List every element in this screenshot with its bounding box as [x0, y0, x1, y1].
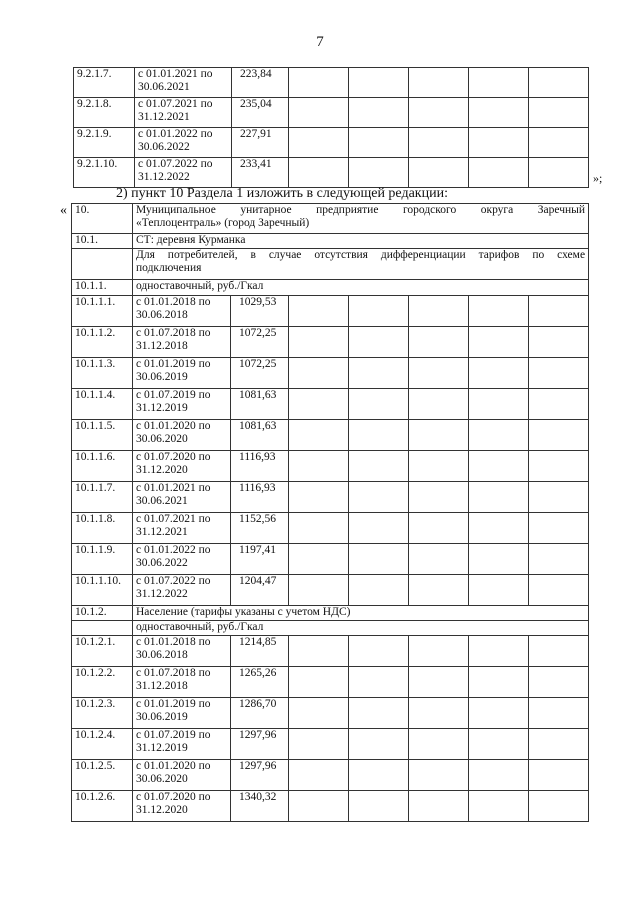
tariff-row: [72, 358, 589, 389]
tariff-value: 1072,25: [231, 358, 289, 389]
empty-cell: [349, 729, 409, 760]
period-start: с 01.01.2021 по: [138, 68, 213, 80]
org-name-line1: Муниципальное унитарное предприятие городского округа Заречный: [136, 204, 586, 216]
period-cell: [133, 729, 231, 760]
period-cell: [133, 636, 231, 667]
empty-cell: [529, 327, 589, 358]
period-start: с 01.01.2021 по: [136, 482, 211, 494]
tariff-value: 1214,85: [231, 636, 289, 667]
empty-cell: [469, 636, 529, 667]
period-cell: [133, 296, 231, 327]
period-cell: [135, 98, 232, 128]
row-number: 9.2.1.10.: [74, 158, 135, 188]
period-end: 31.12.2020: [136, 804, 188, 816]
section-title: Население (тарифы указаны с учетом НДС): [133, 606, 589, 621]
empty-cell: [469, 296, 529, 327]
opening-quote: «: [60, 203, 67, 218]
period-end: 31.12.2019: [136, 742, 188, 754]
tariff-value: 1265,26: [231, 667, 289, 698]
tariff-row: [74, 128, 589, 158]
empty-cell: [289, 98, 349, 128]
empty-cell: [469, 698, 529, 729]
org-name-line2: «Теплоцентраль» (город Заречный): [136, 217, 310, 229]
period-end: 30.06.2022: [138, 141, 190, 153]
empty-cell: [349, 544, 409, 575]
section-row: [72, 234, 589, 249]
empty-cell: [529, 698, 589, 729]
period-cell: [133, 667, 231, 698]
empty-cell: [469, 544, 529, 575]
tariff-value: 1340,32: [231, 791, 289, 822]
empty-cell: [349, 760, 409, 791]
tariff-row: [72, 327, 589, 358]
empty-cell: [409, 791, 469, 822]
period-start: с 01.07.2020 по: [136, 451, 211, 463]
empty-cell: [349, 636, 409, 667]
empty-cell: [469, 667, 529, 698]
empty-cell: [289, 389, 349, 420]
empty-cell: [469, 729, 529, 760]
empty-cell: [72, 621, 133, 636]
row-number: 9.2.1.9.: [74, 128, 135, 158]
empty-cell: [409, 420, 469, 451]
tariff-value: 1152,56: [231, 513, 289, 544]
row-number: 9.2.1.7.: [74, 68, 135, 98]
empty-cell: [469, 358, 529, 389]
empty-cell: [529, 544, 589, 575]
empty-cell: [469, 451, 529, 482]
empty-cell: [529, 482, 589, 513]
empty-cell: [529, 98, 589, 128]
tariff-row: [72, 575, 589, 606]
empty-cell: [529, 636, 589, 667]
tariff-row: [72, 482, 589, 513]
empty-cell: [469, 128, 529, 158]
empty-cell: [289, 482, 349, 513]
empty-cell: [529, 575, 589, 606]
period-cell: [135, 128, 232, 158]
empty-cell: [349, 98, 409, 128]
empty-cell: [349, 128, 409, 158]
empty-cell: [409, 327, 469, 358]
empty-cell: [72, 249, 133, 280]
empty-cell: [289, 296, 349, 327]
tariff-value: 1286,70: [231, 698, 289, 729]
period-start: с 01.07.2018 по: [136, 667, 211, 679]
period-end: 31.12.2021: [136, 526, 188, 538]
period-cell: [133, 544, 231, 575]
period-end: 30.06.2019: [136, 371, 188, 383]
empty-cell: [409, 128, 469, 158]
empty-cell: [409, 98, 469, 128]
tariff-row: [72, 636, 589, 667]
period-end: 30.06.2020: [136, 773, 188, 785]
empty-cell: [349, 389, 409, 420]
tariff-row: [72, 667, 589, 698]
period-cell: [135, 68, 232, 98]
empty-cell: [469, 98, 529, 128]
row-number: 10.1.1.1.: [72, 296, 133, 327]
row-number: 10.1.1.10.: [72, 575, 133, 606]
period-start: с 01.01.2019 по: [136, 698, 211, 710]
empty-cell: [469, 760, 529, 791]
period-cell: [133, 513, 231, 544]
empty-cell: [409, 389, 469, 420]
empty-cell: [469, 327, 529, 358]
empty-cell: [409, 698, 469, 729]
empty-cell: [469, 158, 529, 188]
period-cell: [133, 389, 231, 420]
empty-cell: [289, 760, 349, 791]
empty-cell: [289, 68, 349, 98]
period-start: с 01.07.2021 по: [136, 513, 211, 525]
empty-cell: [349, 327, 409, 358]
row-number: 10.1.1.6.: [72, 451, 133, 482]
tariff-value: 1116,93: [231, 451, 289, 482]
period-end: 31.12.2022: [136, 588, 188, 600]
period-cell: [133, 451, 231, 482]
empty-cell: [529, 667, 589, 698]
period-start: с 01.07.2019 по: [136, 729, 211, 741]
org-row: [72, 204, 589, 234]
empty-cell: [469, 389, 529, 420]
empty-cell: [349, 791, 409, 822]
period-start: с 01.01.2019 по: [136, 358, 211, 370]
period-start: с 01.07.2022 по: [138, 158, 213, 170]
empty-cell: [289, 636, 349, 667]
row-number: 10.1.1.8.: [72, 513, 133, 544]
tariff-value: 1204,47: [231, 575, 289, 606]
row-number: 10.1.2.6.: [72, 791, 133, 822]
consumers-row: [72, 249, 589, 280]
tariff-row: [72, 729, 589, 760]
empty-cell: [349, 513, 409, 544]
period-cell: [133, 760, 231, 791]
tariff-value: 1072,25: [231, 327, 289, 358]
tariff-value: 1297,96: [231, 760, 289, 791]
row-number: 10.1.1.3.: [72, 358, 133, 389]
section-title: СТ: деревня Курманка: [133, 234, 589, 249]
tariff-table-top: [73, 67, 589, 188]
page-number: 7: [316, 34, 324, 50]
row-number: 10.1.1.7.: [72, 482, 133, 513]
empty-cell: [289, 420, 349, 451]
tariff-row: [72, 451, 589, 482]
row-number: 10.1.1.2.: [72, 327, 133, 358]
empty-cell: [469, 482, 529, 513]
empty-cell: [409, 482, 469, 513]
section-row: [72, 606, 589, 621]
empty-cell: [409, 760, 469, 791]
empty-cell: [349, 451, 409, 482]
empty-cell: [409, 451, 469, 482]
period-cell: [133, 698, 231, 729]
period-start: с 01.01.2022 по: [138, 128, 213, 140]
period-end: 31.12.2020: [136, 464, 188, 476]
period-end: 30.06.2021: [136, 495, 188, 507]
tariff-row: [72, 513, 589, 544]
empty-cell: [469, 513, 529, 544]
period-start: с 01.07.2020 по: [136, 791, 211, 803]
tariff-row: [74, 158, 589, 188]
empty-cell: [529, 68, 589, 98]
period-end: 31.12.2022: [138, 171, 190, 183]
rate-row: [72, 621, 589, 636]
empty-cell: [289, 358, 349, 389]
tariff-value: 223,84: [232, 68, 289, 98]
empty-cell: [409, 68, 469, 98]
closing-quote: »;: [593, 171, 603, 185]
empty-cell: [529, 296, 589, 327]
empty-cell: [289, 575, 349, 606]
row-number: 10.1.2.5.: [72, 760, 133, 791]
period-start: с 01.01.2022 по: [136, 544, 211, 556]
empty-cell: [529, 451, 589, 482]
period-cell: [133, 420, 231, 451]
row-number: 10.1.1.4.: [72, 389, 133, 420]
empty-cell: [409, 158, 469, 188]
row-number: 10.1.: [72, 234, 133, 249]
period-start: с 01.07.2019 по: [136, 389, 211, 401]
period-end: 31.12.2018: [136, 680, 188, 692]
empty-cell: [409, 575, 469, 606]
tariff-value: 1081,63: [231, 420, 289, 451]
empty-cell: [349, 575, 409, 606]
row-number: 10.1.1.5.: [72, 420, 133, 451]
empty-cell: [409, 544, 469, 575]
empty-cell: [469, 791, 529, 822]
amendment-paragraph: 2) пункт 10 Раздела 1 изложить в следующей редакции:: [116, 186, 448, 201]
empty-cell: [529, 158, 589, 188]
period-start: с 01.01.2018 по: [136, 296, 211, 308]
empty-cell: [289, 128, 349, 158]
row-number: 10.1.2.2.: [72, 667, 133, 698]
empty-cell: [289, 327, 349, 358]
row-number: 10.1.2.4.: [72, 729, 133, 760]
tariff-row: [72, 389, 589, 420]
period-end: 30.06.2018: [136, 649, 188, 661]
period-end: 30.06.2018: [136, 309, 188, 321]
tariff-row: [72, 296, 589, 327]
period-cell: [133, 358, 231, 389]
empty-cell: [349, 667, 409, 698]
period-end: 30.06.2020: [136, 433, 188, 445]
empty-cell: [529, 760, 589, 791]
tariff-row: [72, 760, 589, 791]
period-cell: [133, 791, 231, 822]
period-start: с 01.01.2018 по: [136, 636, 211, 648]
empty-cell: [349, 158, 409, 188]
empty-cell: [349, 68, 409, 98]
rate-row: [72, 280, 589, 296]
tariff-value: 1116,93: [231, 482, 289, 513]
tariff-value: 235,04: [232, 98, 289, 128]
empty-cell: [349, 698, 409, 729]
tariff-row: [72, 698, 589, 729]
empty-cell: [289, 698, 349, 729]
org-name: [133, 204, 589, 234]
rate-label: одноставочный, руб./Гкал: [133, 280, 589, 296]
period-start: с 01.07.2018 по: [136, 327, 211, 339]
tariff-value: 1297,96: [231, 729, 289, 760]
empty-cell: [469, 420, 529, 451]
empty-cell: [469, 68, 529, 98]
empty-cell: [349, 482, 409, 513]
empty-cell: [409, 296, 469, 327]
empty-cell: [409, 729, 469, 760]
empty-cell: [349, 296, 409, 327]
tariff-value: 1197,41: [231, 544, 289, 575]
period-cell: [135, 158, 232, 188]
empty-cell: [409, 513, 469, 544]
tariff-value: 227,91: [232, 128, 289, 158]
tariff-table-main: [71, 203, 589, 822]
row-number: 10.1.1.9.: [72, 544, 133, 575]
empty-cell: [529, 358, 589, 389]
consumers-line1: Для потребителей, в случае отсутствия дифференциации тарифов по схеме: [136, 249, 586, 261]
empty-cell: [409, 667, 469, 698]
tariff-row: [72, 420, 589, 451]
empty-cell: [289, 513, 349, 544]
empty-cell: [289, 451, 349, 482]
row-number: 9.2.1.8.: [74, 98, 135, 128]
tariff-row: [74, 68, 589, 98]
rate-label: одноставочный, руб./Гкал: [133, 621, 589, 636]
row-number: 10.: [72, 204, 133, 234]
row-number: 10.1.2.3.: [72, 698, 133, 729]
empty-cell: [469, 575, 529, 606]
tariff-value: 1081,63: [231, 389, 289, 420]
empty-cell: [529, 420, 589, 451]
empty-cell: [409, 358, 469, 389]
empty-cell: [529, 729, 589, 760]
period-end: 31.12.2019: [136, 402, 188, 414]
consumers-line2: подключения: [136, 262, 202, 274]
empty-cell: [529, 128, 589, 158]
empty-cell: [529, 389, 589, 420]
empty-cell: [409, 636, 469, 667]
empty-cell: [529, 791, 589, 822]
period-start: с 01.07.2022 по: [136, 575, 211, 587]
period-cell: [133, 482, 231, 513]
period-cell: [133, 327, 231, 358]
empty-cell: [289, 791, 349, 822]
empty-cell: [289, 729, 349, 760]
tariff-value: 1029,53: [231, 296, 289, 327]
period-end: 30.06.2022: [136, 557, 188, 569]
tariff-row: [72, 791, 589, 822]
period-end: 31.12.2021: [138, 111, 190, 123]
row-number: 10.1.2.: [72, 606, 133, 621]
tariff-row: [74, 98, 589, 128]
tariff-value: 233,41: [232, 158, 289, 188]
period-start: с 01.07.2021 по: [138, 98, 213, 110]
empty-cell: [349, 358, 409, 389]
consumers-text: [133, 249, 589, 280]
empty-cell: [289, 544, 349, 575]
period-start: с 01.01.2020 по: [136, 420, 211, 432]
tariff-row: [72, 544, 589, 575]
period-end: 30.06.2019: [136, 711, 188, 723]
period-cell: [133, 575, 231, 606]
empty-cell: [289, 667, 349, 698]
period-end: 30.06.2021: [138, 81, 190, 93]
row-number: 10.1.2.1.: [72, 636, 133, 667]
period-end: 31.12.2018: [136, 340, 188, 352]
row-number: 10.1.1.: [72, 280, 133, 296]
empty-cell: [289, 158, 349, 188]
empty-cell: [529, 513, 589, 544]
empty-cell: [349, 420, 409, 451]
period-start: с 01.01.2020 по: [136, 760, 211, 772]
